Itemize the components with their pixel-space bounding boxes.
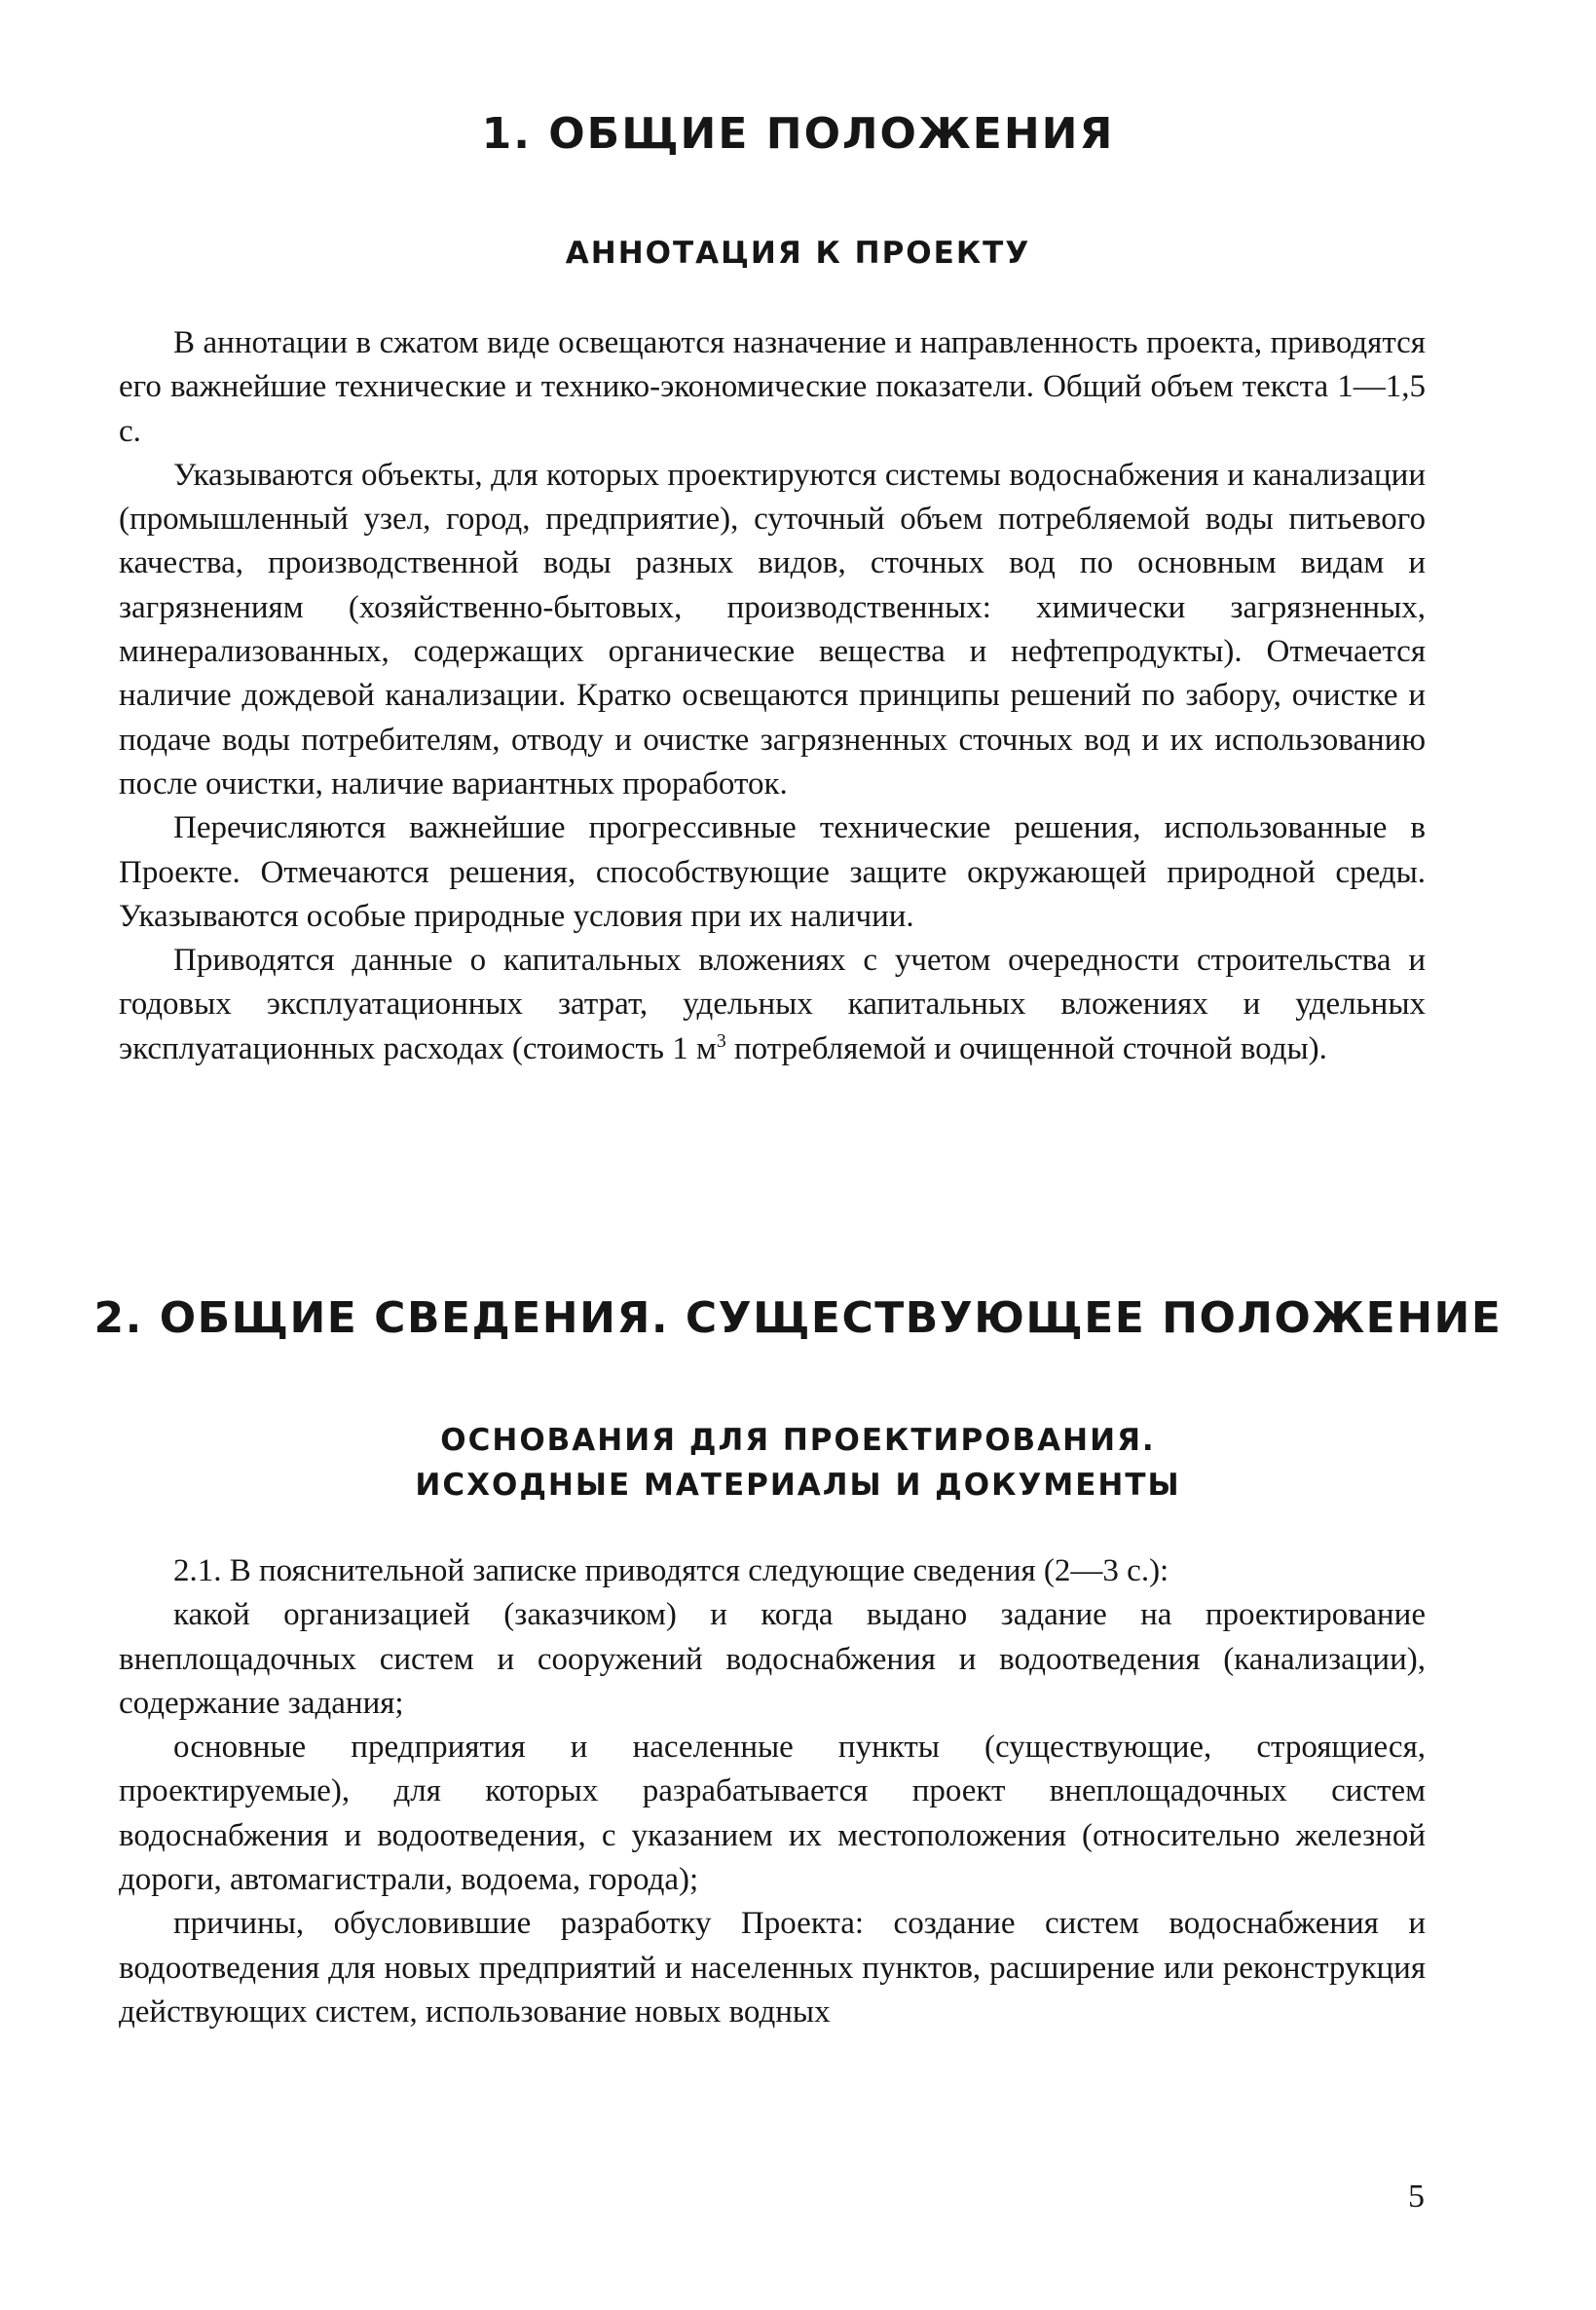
superscript: 3 (716, 1029, 726, 1052)
section-2-body (119, 1549, 1426, 2034)
paragraph-text: потребляемой и очищенной сточной воды). (725, 1030, 1327, 1066)
paragraph: В аннотации в сжатом виде освещаются назначение и направленность проекта, приводятся его важнейшие технические и технико-экономические показатели. Общий объем текста 1—1,5 с. (119, 325, 1426, 449)
paragraph-text: Приводятся данные о капитальных вложениях с учетом очередности строительства и годовых эксплуатационных затрат, удельных капитальных вложениях и удельных эксплуатационных расходах (стоимость 1 м (119, 943, 1426, 1066)
basis-subheading: ОСНОВАНИЯ ДЛЯ ПРОЕКТИРОВАНИЯ. ИСХОДНЫЕ МАТЕРИАЛЫ И ДОКУМЕНТЫ (415, 1423, 1181, 1503)
paragraph: Указываются объекты, для которых проектируются системы водоснабжения и канализации (промышленный узел, город, предприятие), суточный объем потребляемой воды питьевого качества, производственной воды разных видов, сточных вод по основным видам и загрязнениям (хозяйственно-бытовых, производственных: химически загрязненных, минерализованных, содержащих органические вещества и нефтепродукты). Отмечается наличие дождевой канализации. Кратко освещаются принципы решений по забору, очистке и подаче воды потребителям, отводу и очистке загрязненных сточных вод и их использованию после очистки, наличие вариантных проработок. (119, 457, 1426, 801)
page-number: 5 (1408, 2179, 1425, 2215)
paragraph: основные предприятия и населенные пункты (существующие, строящиеся, проектируемые), для которых разрабатывается проект внеплощадочных систем водоснабжения и водоотведения, с указанием их местоположения (относительно железной дороги, автомагистрали, водоема, города); (119, 1730, 1426, 1898)
paragraph (119, 939, 1426, 1071)
section-1-heading: 1. ОБЩИЕ ПОЛОЖЕНИЯ (481, 109, 1115, 159)
paragraph: Перечисляются важнейшие прогрессивные технические решения, использованные в Проекте. Отмечаются решения, способствующие защите окружающей природной среды. Указываются особые природные условия при их наличии. (119, 810, 1426, 934)
section-2-heading: 2. ОБЩИЕ СВЕДЕНИЯ. СУЩЕСТВУЮЩЕЕ ПОЛОЖЕНИЕ (93, 1293, 1503, 1343)
section-1-body (119, 321, 1426, 1071)
paragraph: 2.1. В пояснительной записке приводятся следующие сведения (2—3 с.): (173, 1553, 1169, 1588)
paragraph: причины, обусловившие разработку Проекта: создание систем водоснабжения и водоотведения для новых предприятий и населенных пунктов, расширение или реконструкция действующих систем, использование новых водных (119, 1906, 1426, 2030)
paragraph: какой организацией (заказчиком) и когда выдано задание на проектирование внеплощадочных систем и сооружений водоснабжения и водоотведения (канализации), содержание задания; (119, 1597, 1426, 1721)
annotation-subheading: АННОТАЦИЯ К ПРОЕКТУ (565, 236, 1031, 271)
